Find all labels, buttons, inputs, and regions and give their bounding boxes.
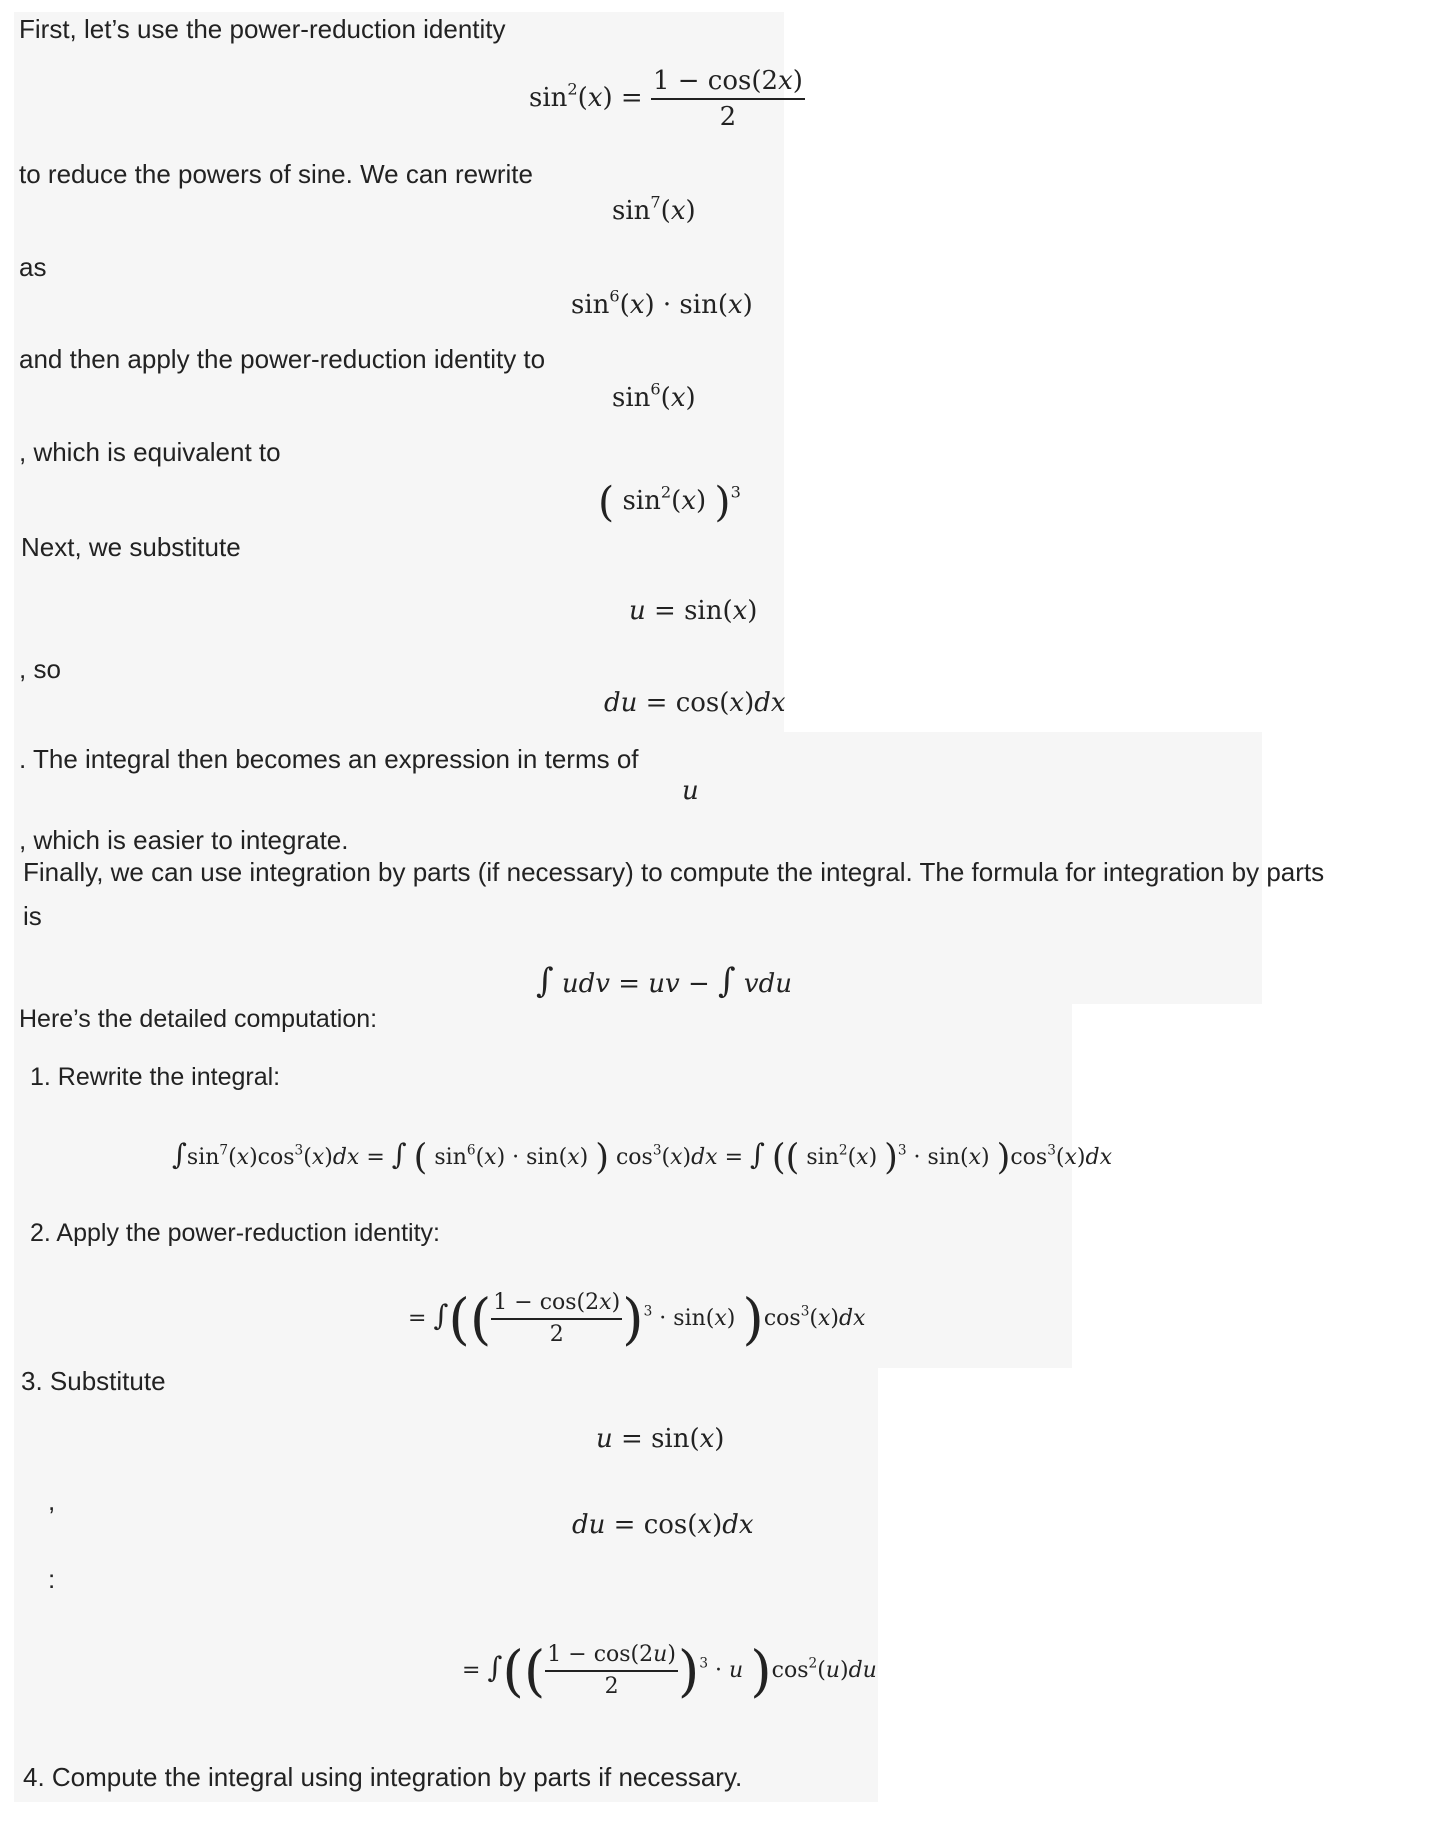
- integral-becomes-text: . The integral then becomes an expression in terms of: [19, 744, 639, 774]
- apply-text: and then apply the power-reduction identity to: [19, 344, 546, 374]
- equivalent-text: , which is equivalent to: [19, 437, 281, 467]
- step3-du-formula: du = cos(x)dx: [572, 1510, 754, 1540]
- panel-substitute: [14, 1366, 878, 1802]
- step2-formula: = ∫(( $\frac{1 - \cos(2x)}{2}$ )$^3$ · sin(x) )$\cos^3(x)dx$: [408, 1287, 866, 1351]
- finally-text: Finally, we can use integration by parts (if necessary) to compute the integral. The formula for integration by parts: [23, 857, 1325, 887]
- step3-u-formula: u = sin(x): [596, 1424, 725, 1454]
- is-text: is: [23, 901, 42, 931]
- step1-label: 1. Rewrite the integral:: [30, 1063, 281, 1091]
- easier-text: , which is easier to integrate.: [19, 825, 349, 855]
- step3-formula: = ∫(( $\frac{1 - \cos(2u)}{2}$ )$^3$ · u )$\cos^2(u)du$: [462, 1639, 877, 1703]
- step1-formula: $\int\sin^7(x)\cos^3(x)dx$ = ∫ ( $\sin^6(x) \cdot \sin(x)$ ) $\cos^3(x)dx$ = ∫ (( $\sin^2(x) )^3 \cdot \sin(x)$ )$\cos^3(x)dx$: [172, 1137, 1112, 1178]
- reduce-text: to reduce the powers of sine. We can rewrite: [19, 159, 533, 189]
- intro-text: First, let’s use the power-reduction identity: [19, 14, 506, 44]
- colon-text: :: [48, 1564, 56, 1594]
- sin6-formula: $\sin^6(x)$: [612, 379, 696, 413]
- sin2-cubed-formula: ( $\sin^2(x)$ )$^3$: [598, 477, 741, 526]
- substitute-text: Next, we substitute: [21, 532, 241, 562]
- identity-formula: $\sin^2(x)$ = $\frac{1 - \cos(2x)}{2}$: [529, 66, 803, 132]
- comma-text: ,: [48, 1486, 56, 1516]
- sin6-times-sin-formula: $\sin^6(x) \cdot \sin(x)$: [571, 286, 753, 320]
- u-variable: u: [682, 776, 699, 806]
- step3-label: 3. Substitute: [21, 1366, 166, 1396]
- parts-formula: ∫ udv = uv − ∫ vdu: [536, 961, 792, 1000]
- step2-label: 2. Apply the power-reduction identity:: [30, 1219, 440, 1247]
- u-substitution-formula: u = sin(x): [629, 596, 758, 626]
- detailed-text: Here’s the detailed computation:: [19, 1005, 378, 1033]
- du-formula: du = cos(x)dx: [604, 688, 786, 718]
- step4-label: 4. Compute the integral using integration by parts if necessary.: [23, 1762, 743, 1792]
- as-text: as: [19, 252, 47, 282]
- so-text: , so: [19, 654, 61, 684]
- sin7-formula: $\sin^7(x)$: [612, 192, 696, 226]
